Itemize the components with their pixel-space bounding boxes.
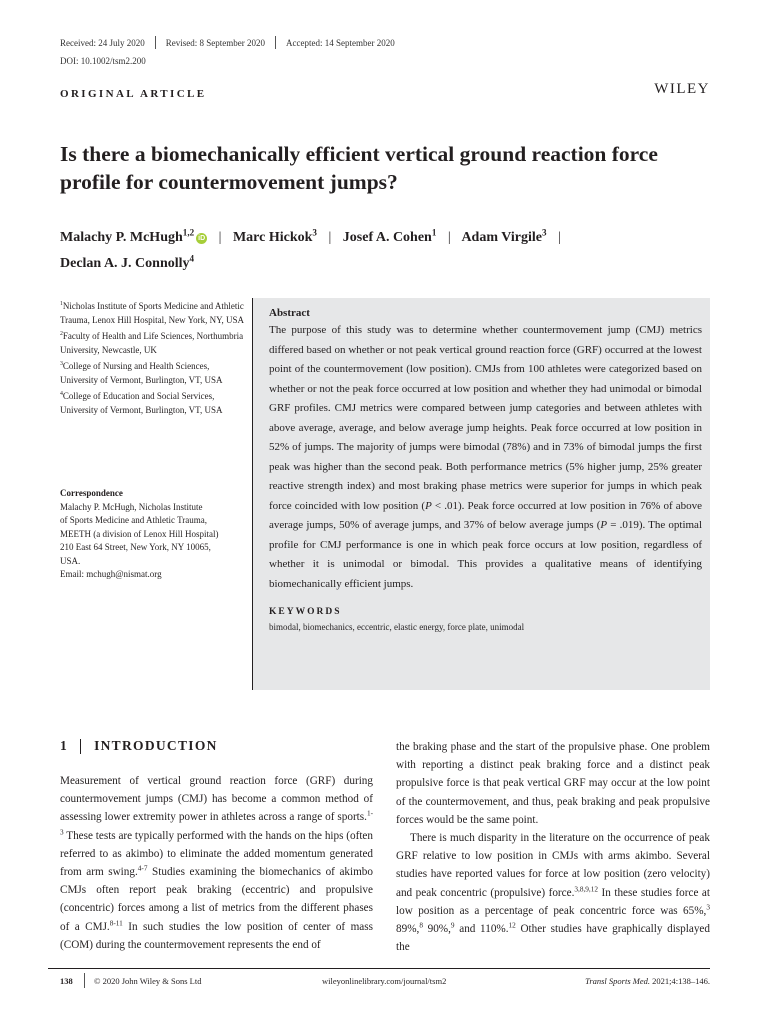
date-separator	[275, 36, 276, 49]
author-list	[60, 225, 720, 277]
accepted-date: Accepted: 14 September 2020	[285, 37, 395, 48]
section-divider	[80, 739, 81, 754]
author-separator: |	[218, 230, 222, 245]
keywords-heading: KEYWORDS	[269, 607, 342, 617]
affiliation-item: $^2$Faculty of Health and Life Sciences, Northumbria University, Newcastle, UK	[60, 331, 244, 355]
keywords-list: bimodal, biomechanics, eccentric, elastic energy, force plate, unimodal	[269, 622, 525, 632]
body-column-left	[60, 772, 373, 954]
author-name[interactable]: Josef A. Cohen$^1$	[342, 227, 437, 245]
revised-date: Revised: 8 September 2020	[165, 37, 265, 48]
citation-ref[interactable]: 4-7	[137, 864, 148, 873]
author-name[interactable]: Malachy P. McHugh$^{1,2}$	[60, 227, 195, 245]
footer-rule	[48, 968, 710, 969]
section-heading	[60, 738, 218, 754]
affiliation-item: $^1$Nicholas Institute of Sports Medicine and Athletic Trauma, Lenox Hill Hospital, New York, NY, USA	[60, 301, 245, 325]
author-separator: |	[557, 230, 561, 245]
page-number: 138	[60, 976, 73, 986]
section-title: INTRODUCTION	[94, 738, 218, 753]
page-footer	[60, 976, 710, 990]
author-separator: |	[447, 230, 451, 245]
citation-ref[interactable]: 3,8,9,12	[574, 884, 598, 893]
footer-separator	[84, 973, 85, 988]
journal-citation: Transl Sports Med. 2021;4:138–146.	[585, 976, 710, 986]
citation-ref[interactable]: 1-3	[60, 809, 373, 836]
doi[interactable]: DOI: 10.1002/tsm2.200	[60, 56, 146, 66]
journal-url[interactable]: wileyonlinelibrary.com/journal/tsm2	[322, 976, 447, 986]
correspondence-line: USA.	[60, 555, 81, 566]
body-column-right	[396, 738, 710, 956]
author-separator: |	[328, 230, 332, 245]
abstract-text: The purpose of this study was to determine whether countermovement jump (CMJ) metrics differed based on whether or not peak vertical ground reaction force (GRF) occurred at the lowest point of the countermovement (low position). CMJs from 100 athletes were categorized based on whether or not the peak force occurred at low position and whether they had unimodal or bimodal GRF profiles. CMJ metrics were compared between jump categories and between athletes with above average, average, and below average jump heights. Peak force occurred at low position in 52% of jumps. The majority of jumps were bimodal (78%) and in 73% of bimodal jumps the first peak was higher than the second peak. Both performance metrics (5% higher jump, 25% greater reactive strength index) and most braking phase metrics were superior for jumps in which peak force coincided with low position (P < .01). Peak force occurred at low position in 76% of above average jumps, 50% of average jumps, and 37% of below average jumps (P = .019). The optimal profile for CMJ performance is one in which peak force occurs at low position, regardless of whether it is unimodal or bimodal. This provides a qualitative means of identifying biomechanically efficient jumps.	[269, 324, 702, 590]
abstract-heading: Abstract	[269, 307, 310, 319]
article-type: ORIGINAL ARTICLE	[60, 88, 207, 100]
article-dates	[60, 36, 395, 49]
correspondence-line: MEETH (a division of Lenox Hill Hospital)	[60, 528, 219, 539]
publisher-logo[interactable]: WILEY	[654, 81, 710, 97]
orcid-icon[interactable]: iD	[198, 235, 206, 242]
affiliation-item: $^3$College of Nursing and Health Sciences, University of Vermont, Burlington, VT, USA	[60, 361, 223, 385]
abstract-box	[252, 298, 710, 690]
citation-ref[interactable]: 12	[508, 921, 516, 930]
affiliations	[60, 300, 245, 420]
section-number: 1	[60, 738, 69, 753]
correspondence-email[interactable]: Email: mchugh@nismat.org	[60, 569, 162, 579]
author-name[interactable]: Adam Virgile$^3$	[461, 227, 547, 245]
affiliation-item: $^4$College of Education and Social Services, University of Vermont, Burlington, VT, USA	[60, 391, 223, 415]
received-date: Received: 24 July 2020	[60, 37, 145, 48]
body-paragraph: Measurement of vertical ground reaction force (GRF) during countermovement jumps (CMJ) has become a common method of assessing lower extremity power in athletes across a range of sports.$^{1-3}$ These tests are typically performed with the hands on the hips (often referred to as akimbo) to eliminate the added momentum generated from arm swing.$^{4-7}$ Studies examining the biomechanics of akimbo CMJs often report peak braking (eccentric) and propulsive (concentric) forces among a list of metrics from the different phases of a CMJ.$^{8-11}$ In such studies the low position of center of mass (COM) during the countermovement represents the end of	[60, 775, 373, 951]
author-name[interactable]: Declan A. J. Connolly$^4$	[60, 253, 195, 271]
body-paragraph: There is much disparity in the literature on the occurrence of peak GRF relative to low position in CMJs with arms akimbo. Several studies have reported values for force at low position (zero velocity) and peak concentric (propulsive) force.$^{3,8,9,12}$ In these studies force at low position as a percentage of peak concentric force was 65%,$^3$ 89%,$^8$ 90%,$^9$ and 110%.$^{12}$ Other studies have graphically displayed the	[396, 832, 711, 954]
citation-ref[interactable]: 8	[419, 921, 423, 930]
body-paragraph: the braking phase and the start of the propulsive phase. One problem with reporting a distinct peak braking force and a distinct peak propulsive force is that peak vertical GRF may occur at the low point of the countermovement, and thus, peak braking and peak propulsive forces would be the same point.	[396, 741, 710, 826]
citation-ref[interactable]: 3	[706, 903, 710, 912]
citation-ref[interactable]: 9	[450, 921, 455, 930]
correspondence-line: of Sports Medicine and Athletic Trauma,	[60, 515, 207, 525]
correspondence-line: 210 East 64 Street, New York, NY 10065,	[60, 542, 211, 552]
article-title: Is there a biomechanically efficient vertical ground reaction force profile for countermovement jumps?	[60, 142, 658, 194]
date-separator	[155, 36, 156, 49]
author-name[interactable]: Marc Hickok$^3$	[232, 227, 317, 245]
correspondence-heading: Correspondence	[60, 488, 123, 498]
citation-ref[interactable]: 8-11	[109, 918, 123, 927]
correspondence	[60, 487, 245, 582]
copyright: © 2020 John Wiley & Sons Ltd	[94, 976, 202, 986]
correspondence-line: Malachy P. McHugh, Nicholas Institute	[60, 501, 203, 512]
